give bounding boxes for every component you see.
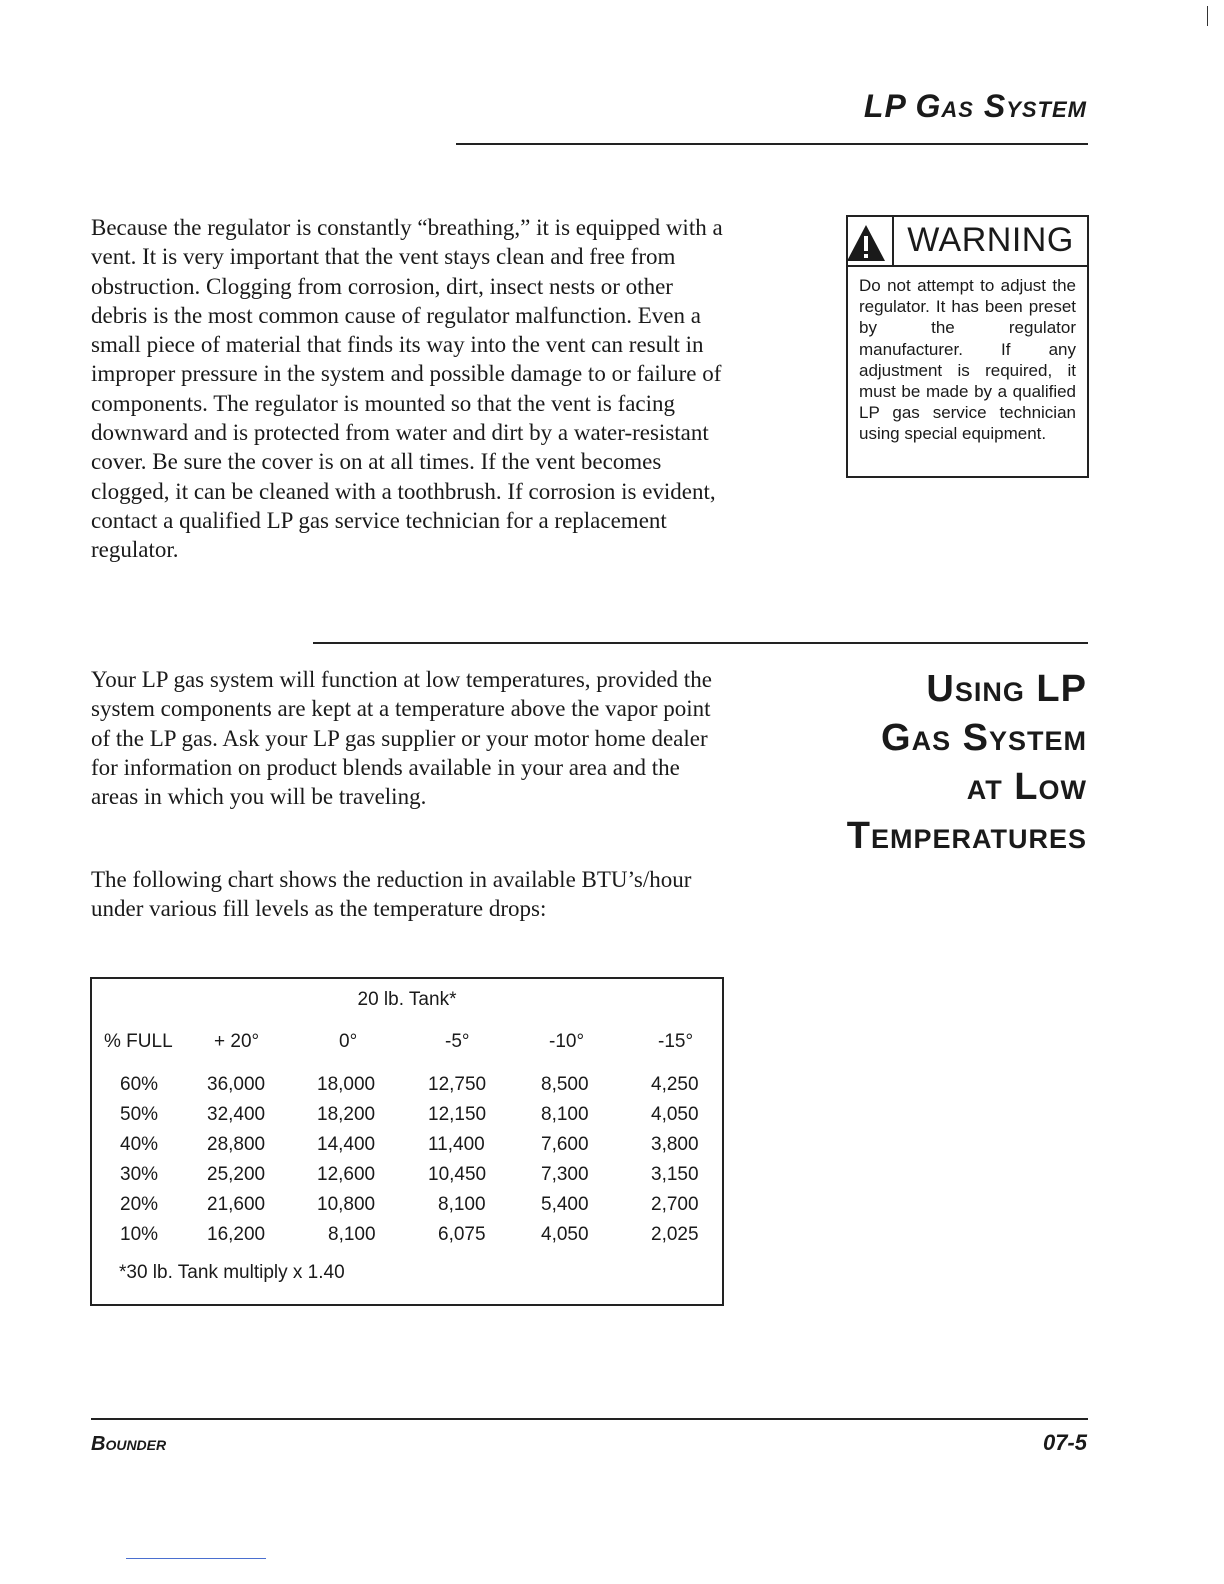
table-cell: 8,500	[541, 1074, 589, 1095]
table-cell: 21,600	[207, 1194, 266, 1215]
regulator-paragraph: Because the regulator is constantly “breathing,” it is equipped with a vent. It is very important that the vent stays clean and free from obstruction. Clogging from corrosion, dirt, insect nests or other debris is the most common cause of regulator malfunction. Even a small piece of material that finds its way into the vent can result in improper pressure in the system and possible damage to or failure of components. The regulator is mounted so that the vent is facing downward and is protected from water and dirt by a water-resistant cover. Be sure the cover is on at all times. If the vent becomes clogged, it can be cleaned with a toothbrush. If corrosion is evident, contact a qualified LP gas service technician for a replacement regulator.	[91, 215, 723, 563]
table-cell: 2,025	[651, 1224, 699, 1245]
section-heading-line: Using LP	[926, 668, 1087, 710]
page-header-title: LP Gas System	[863, 88, 1087, 124]
table-caption: 20 lb. Tank*	[357, 989, 457, 1010]
chart-intro-paragraph: The following chart shows the reduction in available BTU’s/hour under various fill levels as the temperature drops:	[91, 867, 692, 922]
table-cell: 10,800	[317, 1194, 376, 1215]
table-cell: 60%	[120, 1074, 159, 1095]
table-cell: 25,200	[207, 1164, 266, 1185]
table-cell: 10,450	[428, 1164, 487, 1185]
scan-edge-mark	[1207, 6, 1214, 26]
table-cell: 4,050	[541, 1224, 589, 1245]
table-cell: 3,150	[651, 1164, 699, 1185]
section-heading-line: at Low	[966, 766, 1087, 808]
section-divider	[313, 642, 1088, 644]
table-cell: 2,700	[651, 1194, 699, 1215]
section-heading-line: Gas System	[881, 717, 1087, 759]
section-heading-line: Temperatures	[846, 815, 1087, 857]
warning-triangle-icon	[846, 223, 886, 263]
table-header-cell: -5°	[445, 1031, 470, 1052]
table-cell: 12,750	[428, 1074, 487, 1095]
table-cell: 16,200	[207, 1224, 266, 1245]
table-cell: 3,800	[651, 1134, 699, 1155]
table-cell: 12,600	[317, 1164, 376, 1185]
table-header-cell: % FULL	[104, 1031, 173, 1052]
header-divider	[456, 143, 1088, 145]
footer-page-number: 07-5	[1042, 1430, 1087, 1455]
table-cell: 12,150	[428, 1104, 487, 1125]
table-cell: 18,000	[317, 1074, 376, 1095]
table-header-cell: -10°	[549, 1031, 585, 1052]
table-cell: 36,000	[207, 1074, 266, 1095]
table-cell: 10%	[120, 1224, 159, 1245]
footer-brand: Bounder	[91, 1433, 167, 1455]
table-header-cell: + 20°	[214, 1031, 260, 1052]
table-cell: 30%	[120, 1164, 159, 1185]
table-cell: 4,250	[651, 1074, 699, 1095]
table-cell: 18,200	[317, 1104, 376, 1125]
table-cell: 28,800	[207, 1134, 266, 1155]
table-cell: 6,075	[438, 1224, 486, 1245]
btu-table	[90, 977, 724, 1306]
warning-header	[848, 217, 1087, 267]
table-footnote: *30 lb. Tank multiply x 1.40	[119, 1262, 345, 1283]
table-cell: 50%	[120, 1104, 159, 1125]
table-header-cell: 0°	[339, 1031, 358, 1052]
scan-artifact-line	[126, 1558, 266, 1559]
warning-text: Do not attempt to adjust the regulator. It has been preset by the regulator manufacturer. If any adjustment is required, it must be made by a qualified LP gas service technician using special equipment.	[859, 276, 1076, 444]
section-heading	[797, 665, 1087, 861]
table-cell: 32,400	[207, 1104, 266, 1125]
table-header-cell: -15°	[658, 1031, 694, 1052]
warning-label: WARNING	[892, 217, 1087, 265]
table-cell: 14,400	[317, 1134, 376, 1155]
table-cell: 7,600	[541, 1134, 589, 1155]
table-cell: 8,100	[328, 1224, 376, 1245]
table-cell: 20%	[120, 1194, 159, 1215]
table-cell: 4,050	[651, 1104, 699, 1125]
table-cell: 7,300	[541, 1164, 589, 1185]
table-cell: 40%	[120, 1134, 159, 1155]
low-temp-paragraph: Your LP gas system will function at low temperatures, provided the system components are kept at a temperature above the vapor point of the LP gas. Ask your LP gas supplier or your motor home dealer for information on product blends available in your area and the areas in which you will be traveling.	[91, 667, 712, 810]
footer-divider	[91, 1418, 1088, 1420]
table-cell: 11,400	[428, 1134, 485, 1155]
warning-box	[846, 215, 1089, 478]
table-cell: 8,100	[438, 1194, 486, 1215]
table-cell: 5,400	[541, 1194, 589, 1215]
table-cell: 8,100	[541, 1104, 589, 1125]
